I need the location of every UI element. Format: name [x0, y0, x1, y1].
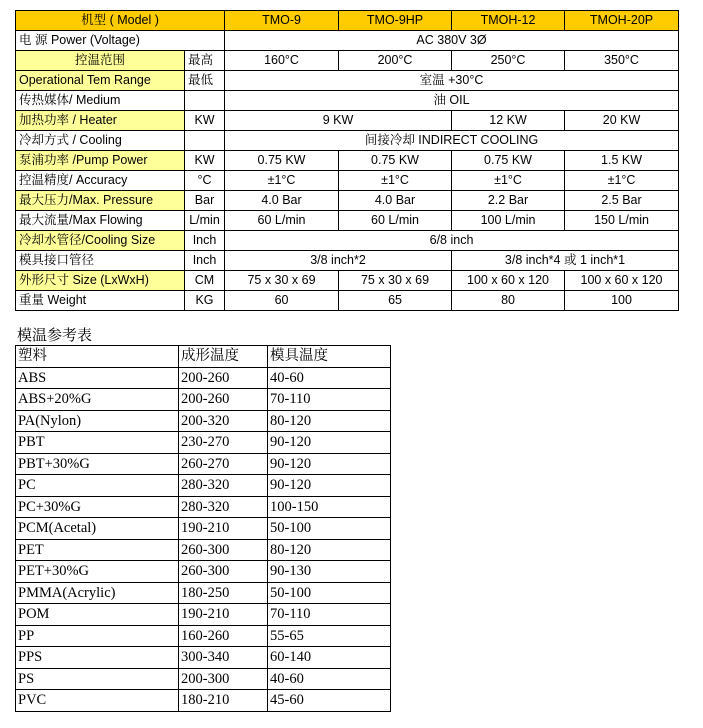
forming-temp-cell: 190-210: [179, 604, 268, 626]
cell-value: 20 KW: [565, 111, 679, 131]
row-label: 冷却方式 / Cooling: [16, 131, 185, 151]
forming-temp-cell: 160-260: [179, 625, 268, 647]
cooling-row: [16, 131, 679, 151]
unit-cell: Bar: [185, 191, 225, 211]
cooling-size-row: [16, 231, 679, 251]
plastic-cell: ABS: [16, 367, 179, 389]
table-row: [16, 453, 391, 475]
reference-header-row: [16, 346, 391, 368]
table-row: [16, 389, 391, 411]
mold-temp-cell: 80-120: [268, 410, 391, 432]
reference-body: [16, 367, 391, 711]
cell-value: 4.0 Bar: [225, 191, 339, 211]
heater-row: [16, 111, 679, 131]
unit-cell: L/min: [185, 211, 225, 231]
table-row: [16, 367, 391, 389]
model-label: 机型 ( Model ): [16, 11, 225, 31]
table-row: [16, 518, 391, 540]
plastic-cell: PC+30%G: [16, 496, 179, 518]
temp-max-row: [16, 51, 679, 71]
row-label: Operational Tem Range: [16, 71, 185, 91]
mold-temp-cell: 90-130: [268, 561, 391, 583]
spec-table: [15, 10, 679, 311]
row-label: 模具接口管径: [16, 251, 185, 271]
forming-temp-cell: 190-210: [179, 518, 268, 540]
mold-port-row: [16, 251, 679, 271]
plastic-cell: PET+30%G: [16, 561, 179, 583]
plastic-cell: PPS: [16, 647, 179, 669]
cell-value: 60 L/min: [225, 211, 339, 231]
reference-title: 模温参考表: [17, 326, 93, 344]
cell-value: 3/8 inch*4 或 1 inch*1: [452, 251, 679, 271]
power-row: [16, 31, 679, 51]
mold-temp-cell: 60-140: [268, 647, 391, 669]
table-row: [16, 668, 391, 690]
cell-value: 60 L/min: [339, 211, 452, 231]
cell-value: 0.75 KW: [339, 151, 452, 171]
row-label: 电 源 Power (Voltage): [16, 31, 225, 51]
unit-cell: 最低: [185, 71, 225, 91]
cell-value: 油 OIL: [225, 91, 679, 111]
unit-cell: [185, 91, 225, 111]
row-label: 重量 Weight: [16, 291, 185, 311]
unit-cell: 最高: [185, 51, 225, 71]
table-row: [16, 647, 391, 669]
unit-cell: Inch: [185, 231, 225, 251]
mold-temp-cell: 40-60: [268, 668, 391, 690]
cell-value: 100 L/min: [452, 211, 565, 231]
cell-value: 75 x 30 x 69: [339, 271, 452, 291]
table-row: [16, 561, 391, 583]
plastic-cell: PBT: [16, 432, 179, 454]
plastic-cell: PCM(Acetal): [16, 518, 179, 540]
spec-header-row: [16, 11, 679, 31]
mold-temp-cell: 50-100: [268, 518, 391, 540]
mold-temp-cell: 40-60: [268, 367, 391, 389]
size-row: [16, 271, 679, 291]
row-label: 控温精度/ Accuracy: [16, 171, 185, 191]
cell-value: 4.0 Bar: [339, 191, 452, 211]
mold-temp-cell: 90-120: [268, 432, 391, 454]
cell-value: 350°C: [565, 51, 679, 71]
table-row: [16, 539, 391, 561]
cell-value: 室温 +30°C: [225, 71, 679, 91]
cell-value: 0.75 KW: [225, 151, 339, 171]
plastic-cell: PVC: [16, 690, 179, 712]
row-label: 最大压力/Max. Pressure: [16, 191, 185, 211]
table-row: [16, 410, 391, 432]
cell-value: 160°C: [225, 51, 339, 71]
forming-temp-cell: 200-320: [179, 410, 268, 432]
row-label: 泵浦功率 /Pump Power: [16, 151, 185, 171]
row-label: 传热媒体/ Medium: [16, 91, 185, 111]
mold-temp-cell: 70-110: [268, 389, 391, 411]
model-name: TMOH-12: [452, 11, 565, 31]
forming-temp-cell: 200-260: [179, 389, 268, 411]
cell-value: 200°C: [339, 51, 452, 71]
cell-value: ±1°C: [339, 171, 452, 191]
table-row: [16, 582, 391, 604]
row-label: 冷却水管径/Cooling Size: [16, 231, 185, 251]
mold-temp-cell: 90-120: [268, 475, 391, 497]
cell-value: 12 KW: [452, 111, 565, 131]
cell-value: ±1°C: [452, 171, 565, 191]
accuracy-row: [16, 171, 679, 191]
cell-value: 65: [339, 291, 452, 311]
plastic-cell: PET: [16, 539, 179, 561]
forming-temp-cell: 230-270: [179, 432, 268, 454]
cell-value: 0.75 KW: [452, 151, 565, 171]
mold-temp-cell: 55-65: [268, 625, 391, 647]
cell-value: AC 380V 3Ø: [225, 31, 679, 51]
mold-temp-cell: 100-150: [268, 496, 391, 518]
forming-temp-cell: 260-300: [179, 539, 268, 561]
mold-temp-cell: 90-120: [268, 453, 391, 475]
forming-temp-cell: 200-260: [179, 367, 268, 389]
mold-temp-cell: 50-100: [268, 582, 391, 604]
forming-temp-cell: 260-270: [179, 453, 268, 475]
unit-cell: Inch: [185, 251, 225, 271]
mold-temp-cell: 80-120: [268, 539, 391, 561]
forming-temp-cell: 280-320: [179, 475, 268, 497]
row-label: 最大流量/Max Flowing: [16, 211, 185, 231]
model-name: TMOH-20P: [565, 11, 679, 31]
cell-value: 间接冷却 INDIRECT COOLING: [225, 131, 679, 151]
weight-row: [16, 291, 679, 311]
forming-temp-cell: 180-250: [179, 582, 268, 604]
table-row: [16, 604, 391, 626]
plastic-cell: ABS+20%G: [16, 389, 179, 411]
model-name: TMO-9: [225, 11, 339, 31]
plastic-cell: PA(Nylon): [16, 410, 179, 432]
plastic-cell: POM: [16, 604, 179, 626]
cell-value: 60: [225, 291, 339, 311]
cell-value: ±1°C: [225, 171, 339, 191]
forming-temp-cell: 280-320: [179, 496, 268, 518]
plastic-cell: PC: [16, 475, 179, 497]
cell-value: 6/8 inch: [225, 231, 679, 251]
cell-value: 100: [565, 291, 679, 311]
unit-cell: CM: [185, 271, 225, 291]
unit-cell: KW: [185, 111, 225, 131]
cell-value: 2.5 Bar: [565, 191, 679, 211]
cell-value: 100 x 60 x 120: [452, 271, 565, 291]
cell-value: 75 x 30 x 69: [225, 271, 339, 291]
forming-temp-cell: 300-340: [179, 647, 268, 669]
unit-cell: KG: [185, 291, 225, 311]
row-label: 控温范围: [16, 51, 185, 71]
cell-value: ±1°C: [565, 171, 679, 191]
table-row: [16, 625, 391, 647]
row-label: 外形尺寸 Size (LxWxH): [16, 271, 185, 291]
plastic-cell: PBT+30%G: [16, 453, 179, 475]
cell-value: 3/8 inch*2: [225, 251, 452, 271]
cell-value: 250°C: [452, 51, 565, 71]
row-label: 加热功率 / Heater: [16, 111, 185, 131]
table-row: [16, 496, 391, 518]
pressure-row: [16, 191, 679, 211]
unit-cell: KW: [185, 151, 225, 171]
cell-value: 9 KW: [225, 111, 452, 131]
forming-temp-cell: 260-300: [179, 561, 268, 583]
table-row: [16, 475, 391, 497]
plastic-cell: PS: [16, 668, 179, 690]
mold-temp-cell: 45-60: [268, 690, 391, 712]
column-header: 模具温度: [268, 346, 391, 368]
column-header: 塑料: [16, 346, 179, 368]
flowing-row: [16, 211, 679, 231]
medium-row: [16, 91, 679, 111]
forming-temp-cell: 200-300: [179, 668, 268, 690]
mold-temp-cell: 70-110: [268, 604, 391, 626]
temp-min-row: [16, 71, 679, 91]
unit-cell: [185, 131, 225, 151]
cell-value: 80: [452, 291, 565, 311]
table-row: [16, 432, 391, 454]
plastic-cell: PMMA(Acrylic): [16, 582, 179, 604]
forming-temp-cell: 180-210: [179, 690, 268, 712]
cell-value: 1.5 KW: [565, 151, 679, 171]
mold-temp-reference-table: [15, 345, 391, 712]
pump-row: [16, 151, 679, 171]
cell-value: 2.2 Bar: [452, 191, 565, 211]
plastic-cell: PP: [16, 625, 179, 647]
model-name: TMO-9HP: [339, 11, 452, 31]
table-row: [16, 690, 391, 712]
cell-value: 150 L/min: [565, 211, 679, 231]
unit-cell: °C: [185, 171, 225, 191]
cell-value: 100 x 60 x 120: [565, 271, 679, 291]
column-header: 成形温度: [179, 346, 268, 368]
